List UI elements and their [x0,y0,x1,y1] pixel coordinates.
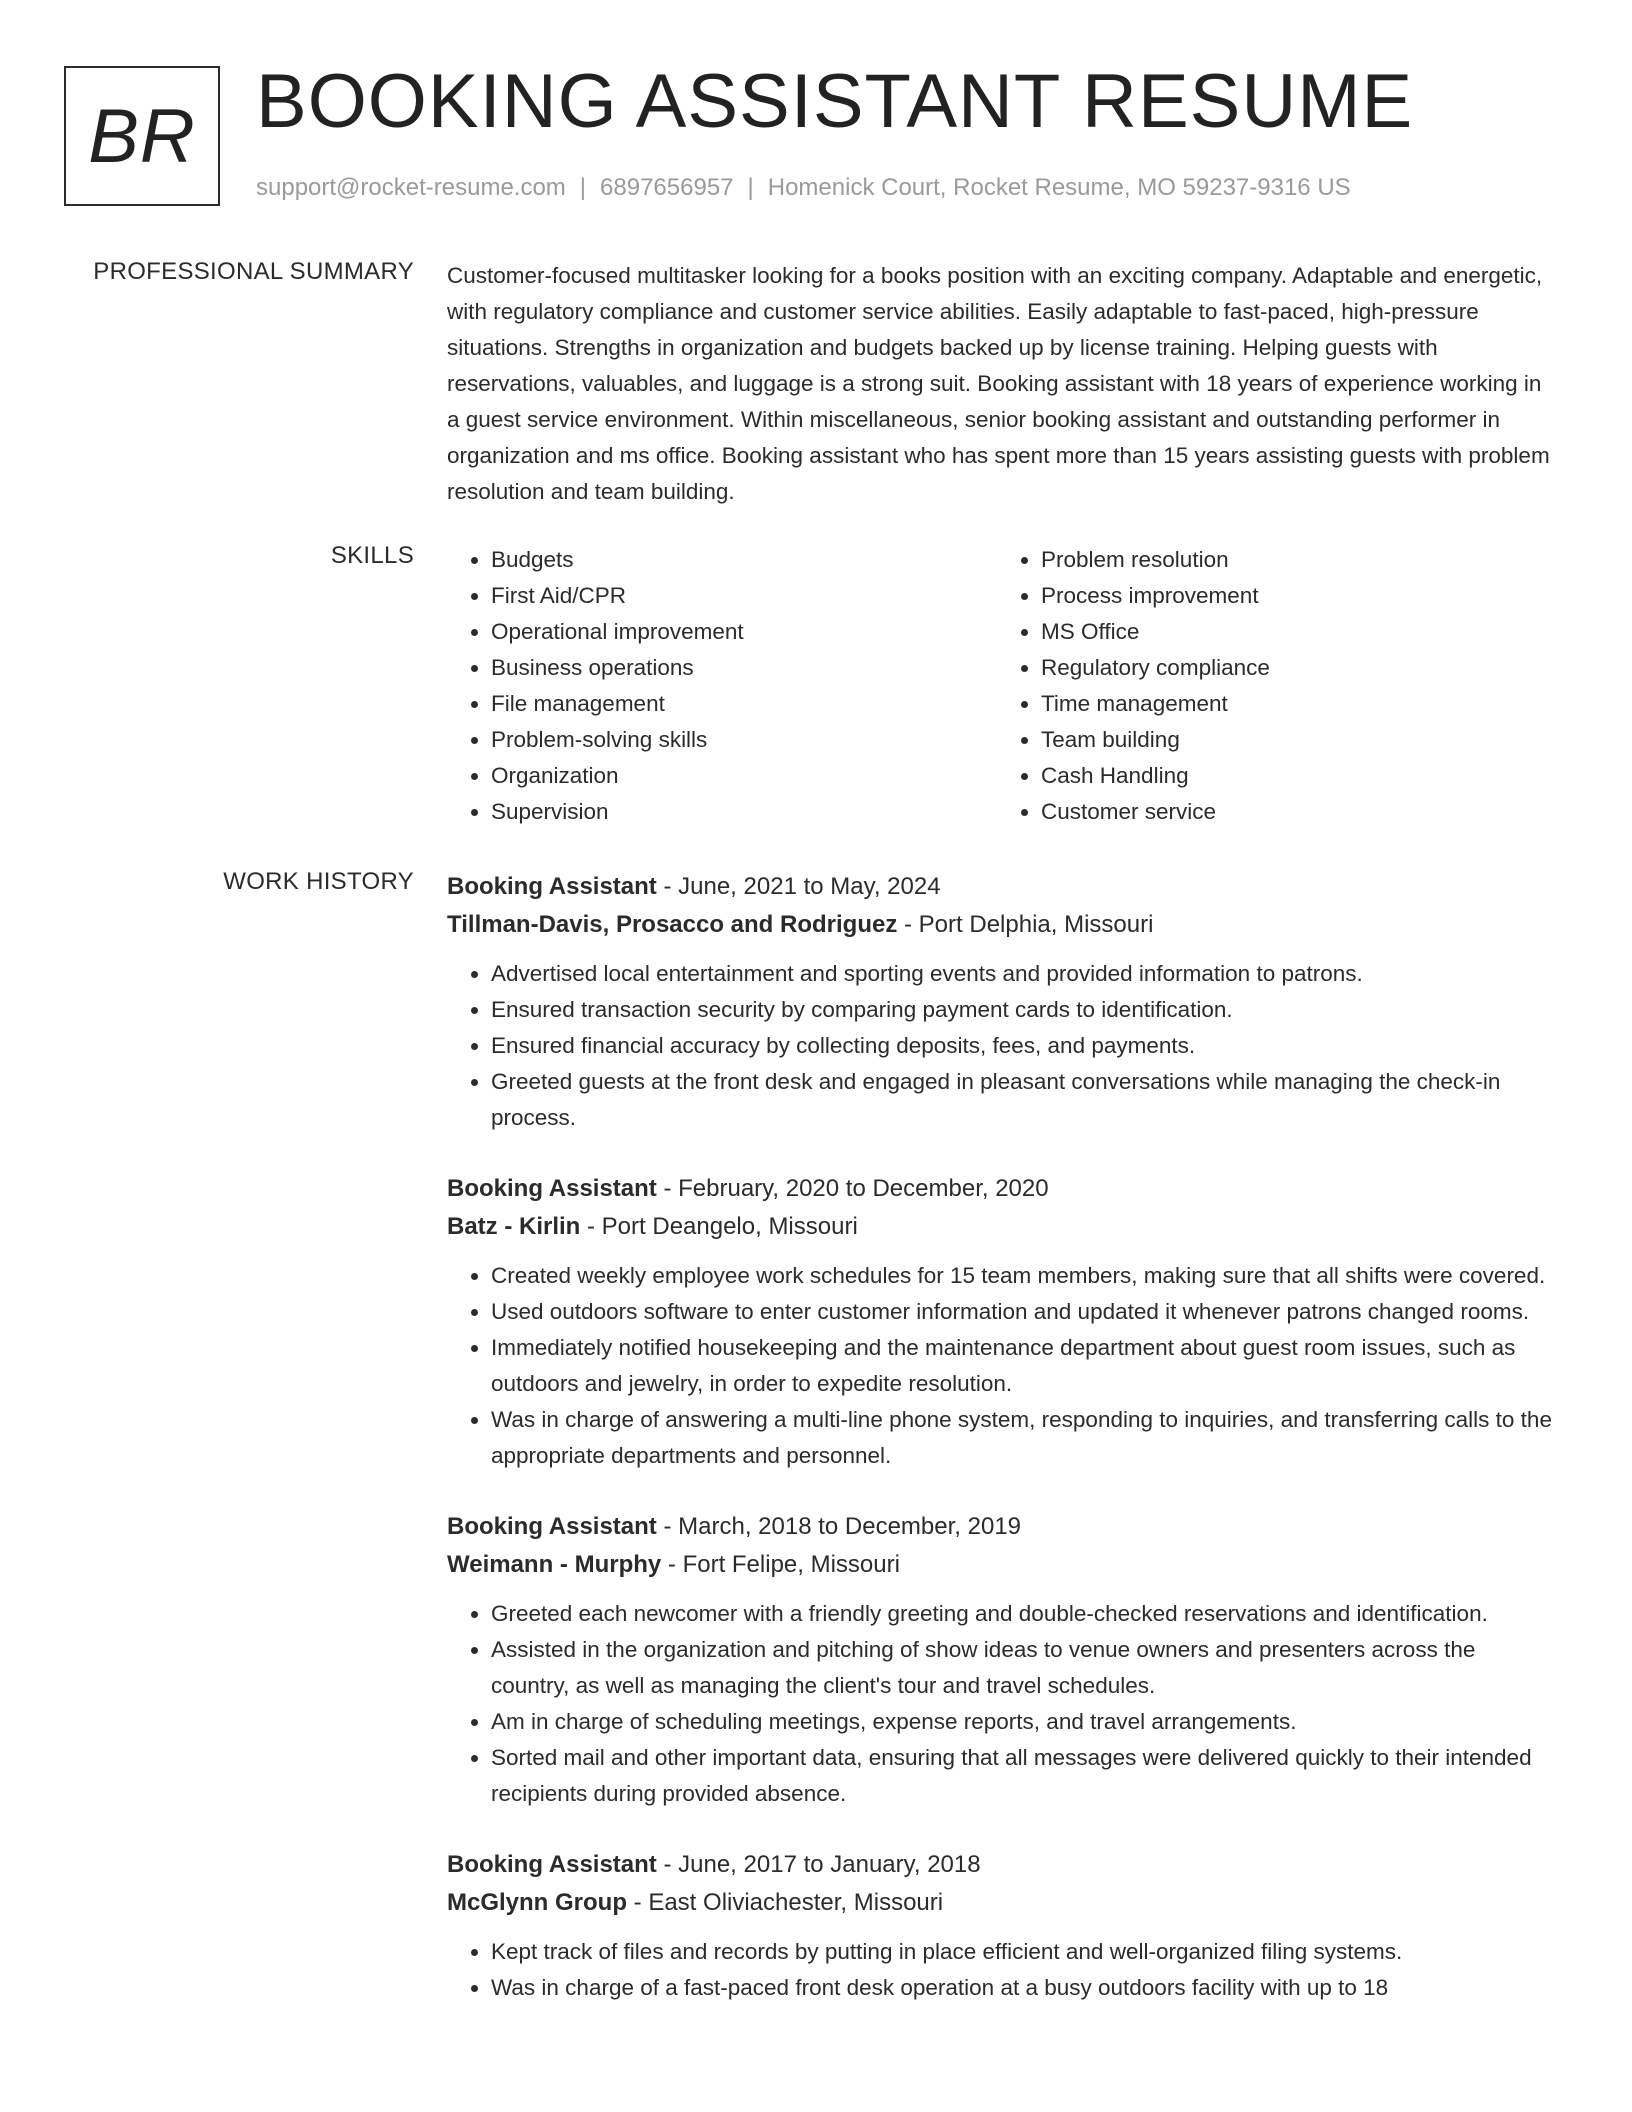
skill-item: • Problem resolution [1041,542,1547,578]
job-title: Booking Assistant [447,1175,657,1202]
monogram-logo: BR [64,66,220,206]
skill-item: • Customer service [1041,794,1547,830]
job-location: - East Oliviachester, Missouri [627,1889,944,1916]
job-bullet: • Ensured financial accuracy by collecting deposits, fees, and payments. [491,1028,1557,1064]
skill-item: • Supervision [491,794,997,830]
skill-item: • Organization [491,758,997,794]
job-title: Booking Assistant [447,1513,657,1540]
skills-heading: SKILLS [330,542,414,569]
contact-line [256,174,1351,202]
contact-phone: 6897656957 [600,174,734,201]
job-title-line [447,868,1557,906]
job-location: - Port Delphia, Missouri [897,911,1154,938]
job-bullet: • Was in charge of answering a multi-line phone system, responding to inquiries, and transferring calls to the appropriate departments and personnel. [491,1402,1557,1474]
skills-list-right [997,542,1547,830]
job-entry [447,868,1557,1136]
job-company: Batz - Kirlin [447,1213,581,1240]
job-title-line [447,1508,1557,1546]
resume-title: BOOKING ASSISTANT RESUME [256,59,1414,144]
job-title: Booking Assistant [447,1851,657,1878]
job-bullet: • Immediately notified housekeeping and the maintenance department about guest room issues, such as outdoors and jewelry, in order to expedite resolution. [491,1330,1557,1402]
job-bullets [447,1934,1557,2006]
job-bullets [447,1258,1557,1474]
skill-item: • Process improvement [1041,578,1547,614]
job-bullet: • Assisted in the organization and pitching of show ideas to venue owners and presenters across the country, as well as managing the client's tour and travel schedules. [491,1632,1557,1704]
job-location: - Port Deangelo, Missouri [580,1213,858,1240]
skill-item: • Budgets [491,542,997,578]
skill-item: • Operational improvement [491,614,997,650]
work-history-heading: WORK HISTORY [223,868,414,895]
job-bullet: • Ensured transaction security by comparing payment cards to identification. [491,992,1557,1028]
skill-item: • Regulatory compliance [1041,650,1547,686]
job-bullet: • Kept track of files and records by putting in place efficient and well-organized filing systems. [491,1934,1557,1970]
job-company-line [447,1208,1557,1246]
job-bullet: • Used outdoors software to enter customer information and updated it whenever patrons changed rooms. [491,1294,1557,1330]
job-company-line [447,1884,1557,1922]
job-entry [447,1508,1557,1812]
job-bullet: • Sorted mail and other important data, ensuring that all messages were delivered quickly to their intended recipients during provided absence. [491,1740,1557,1812]
summary-heading: PROFESSIONAL SUMMARY [93,258,414,285]
job-bullets [447,1596,1557,1812]
job-bullet: • Advertised local entertainment and sporting events and provided information to patrons. [491,956,1557,992]
job-dates: - February, 2020 to December, 2020 [656,1175,1049,1202]
skill-item: • Team building [1041,722,1547,758]
job-entry [447,1170,1557,1474]
skill-item: • Cash Handling [1041,758,1547,794]
contact-separator: | [579,174,587,201]
job-bullet: • Created weekly employee work schedules for 15 team members, making sure that all shifts were covered. [491,1258,1557,1294]
job-location: - Fort Felipe, Missouri [661,1551,900,1578]
contact-separator: | [747,174,754,201]
contact-address: Homenick Court, Rocket Resume, MO 59237-9316 US [767,174,1351,201]
job-company: Weimann - Murphy [447,1551,662,1578]
contact-email: support@rocket-resume.com [256,174,566,201]
job-title-line [447,1170,1557,1208]
job-dates: - March, 2018 to December, 2019 [656,1513,1022,1540]
skill-item: • File management [491,686,997,722]
summary-text: Customer-focused multitasker looking for a books position with an exciting company. Adaptable and energetic, with regulatory compliance and customer service abilities. Easily adaptable to fast-paced, high-pressure situations. Strengths in organization and budgets backed up by license training. Helping guests with reservations, valuables, and luggage is a strong suit. Booking assistant with 18 years of experience working in a guest service environment. Within miscellaneous, senior booking assistant and outstanding performer in organization and ms office. Booking assistant who has spent more than 15 years assisting guests with problem resolution and team building. [447,263,1550,504]
job-dates: - June, 2017 to January, 2018 [656,1851,981,1878]
job-title: Booking Assistant [447,873,657,900]
job-company: McGlynn Group [447,1889,627,1916]
job-bullet: • Was in charge of a fast-paced front desk operation at a busy outdoors facility with up to 18 [491,1970,1557,2006]
job-bullet: • Am in charge of scheduling meetings, expense reports, and travel arrangements. [491,1704,1557,1740]
skills-list-left [447,542,997,830]
job-entry [447,1846,1557,2006]
job-title-line [447,1846,1557,1884]
job-company-line [447,1546,1557,1584]
skill-item: • MS Office [1041,614,1547,650]
job-company: Tillman-Davis, Prosacco and Rodriguez [447,911,898,938]
skill-item: • Problem-solving skills [491,722,997,758]
skill-item: • First Aid/CPR [491,578,997,614]
job-bullet: • Greeted guests at the front desk and engaged in pleasant conversations while managing the check-in process. [491,1064,1557,1136]
job-bullet: • Greeted each newcomer with a friendly greeting and double-checked reservations and identification. [491,1596,1557,1632]
job-bullets [447,956,1557,1136]
skill-item: • Business operations [491,650,997,686]
jobs-list [447,868,1557,2040]
job-company-line [447,906,1557,944]
skill-item: • Time management [1041,686,1547,722]
job-dates: - June, 2021 to May, 2024 [656,873,941,900]
